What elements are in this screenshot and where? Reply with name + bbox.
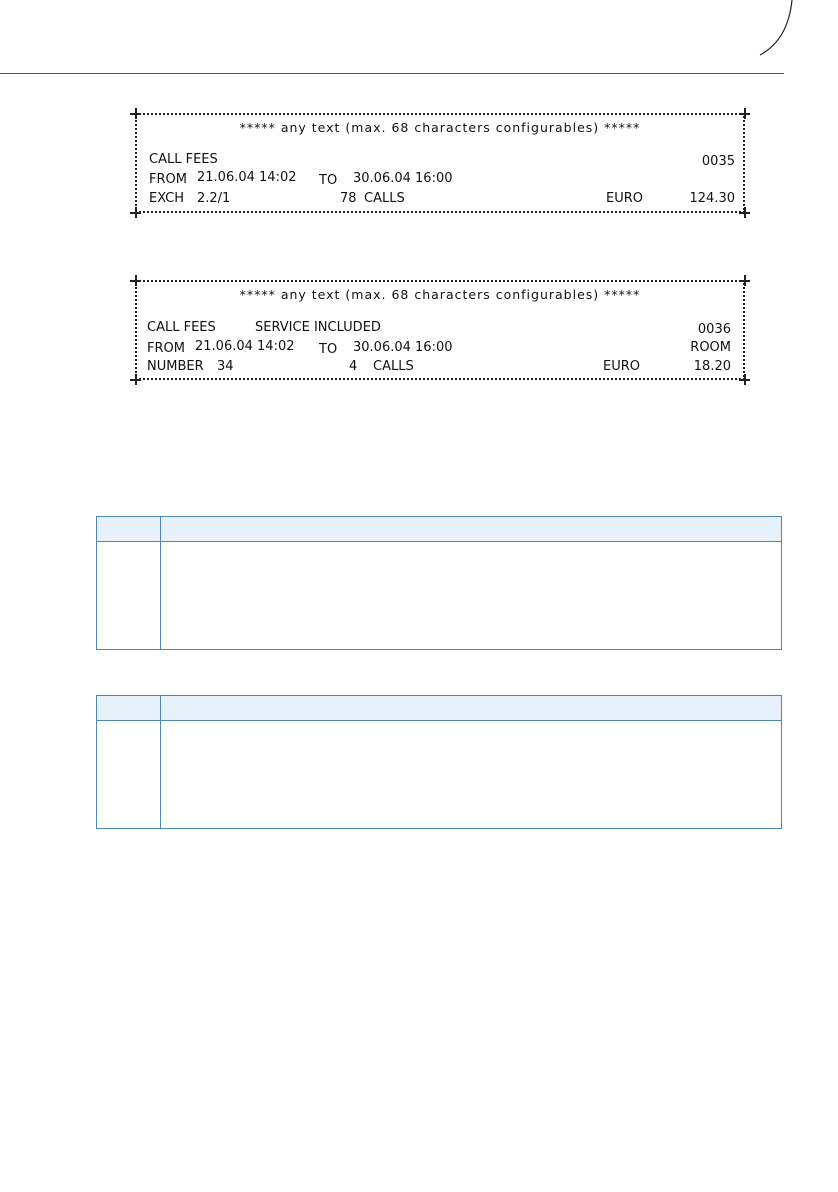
body-cell — [97, 542, 161, 649]
table-header-row — [97, 517, 781, 542]
header-cell — [97, 517, 161, 541]
corner-mark — [739, 374, 750, 385]
body-cell — [97, 721, 161, 828]
ticket-sample-1 — [135, 113, 745, 213]
id-label: EXCH — [149, 191, 185, 206]
corner-mark — [130, 108, 141, 119]
from-value: 21.06.04 14:02 — [197, 170, 297, 185]
header-rule — [0, 73, 784, 74]
to-value: 30.06.04 16:00 — [353, 171, 453, 186]
ticket-number: 0036 — [697, 322, 731, 337]
calls-label: CALLS — [364, 191, 405, 206]
info-table-1 — [96, 516, 782, 650]
to-value: 30.06.04 16:00 — [353, 340, 453, 355]
currency: EURO — [606, 191, 643, 206]
ticket-title: CALL FEES — [147, 320, 216, 335]
amount: 18.20 — [693, 359, 731, 374]
corner-mark — [130, 275, 141, 286]
calls-count: 4 — [349, 359, 358, 374]
ticket-number: 0035 — [701, 154, 735, 169]
ticket-title: CALL FEES — [149, 152, 218, 167]
ticket-banner: ***** any text (max. 68 characters configurables) ***** — [239, 287, 641, 302]
corner-mark — [130, 207, 141, 218]
to-label: TO — [319, 173, 338, 188]
corner-mark — [739, 275, 750, 286]
id-label: NUMBER — [147, 359, 204, 374]
service-label: SERVICE INCLUDED — [255, 320, 381, 335]
table-body-row — [97, 721, 781, 828]
room-label: ROOM — [690, 340, 731, 355]
corner-mark — [130, 374, 141, 385]
currency: EURO — [603, 359, 640, 374]
amount: 124.30 — [689, 191, 735, 206]
header-cell — [161, 517, 781, 541]
from-label: FROM — [147, 341, 185, 356]
id-value: 2.2/1 — [197, 191, 231, 206]
header-cell — [97, 696, 161, 720]
page-corner-arc — [0, 0, 838, 80]
calls-count: 78 — [340, 191, 357, 206]
id-value: 34 — [217, 359, 234, 374]
from-label: FROM — [149, 172, 187, 187]
from-value: 21.06.04 14:02 — [195, 339, 295, 354]
info-table-2 — [96, 695, 782, 829]
table-header-row — [97, 696, 781, 721]
ticket-banner: ***** any text (max. 68 characters configurables) ***** — [239, 120, 641, 135]
corner-mark — [739, 108, 750, 119]
body-cell — [161, 721, 781, 828]
body-cell — [161, 542, 781, 649]
table-body-row — [97, 542, 781, 649]
to-label: TO — [319, 342, 338, 357]
ticket-sample-2 — [135, 280, 745, 380]
calls-label: CALLS — [373, 359, 414, 374]
corner-mark — [739, 207, 750, 218]
header-cell — [161, 696, 781, 720]
